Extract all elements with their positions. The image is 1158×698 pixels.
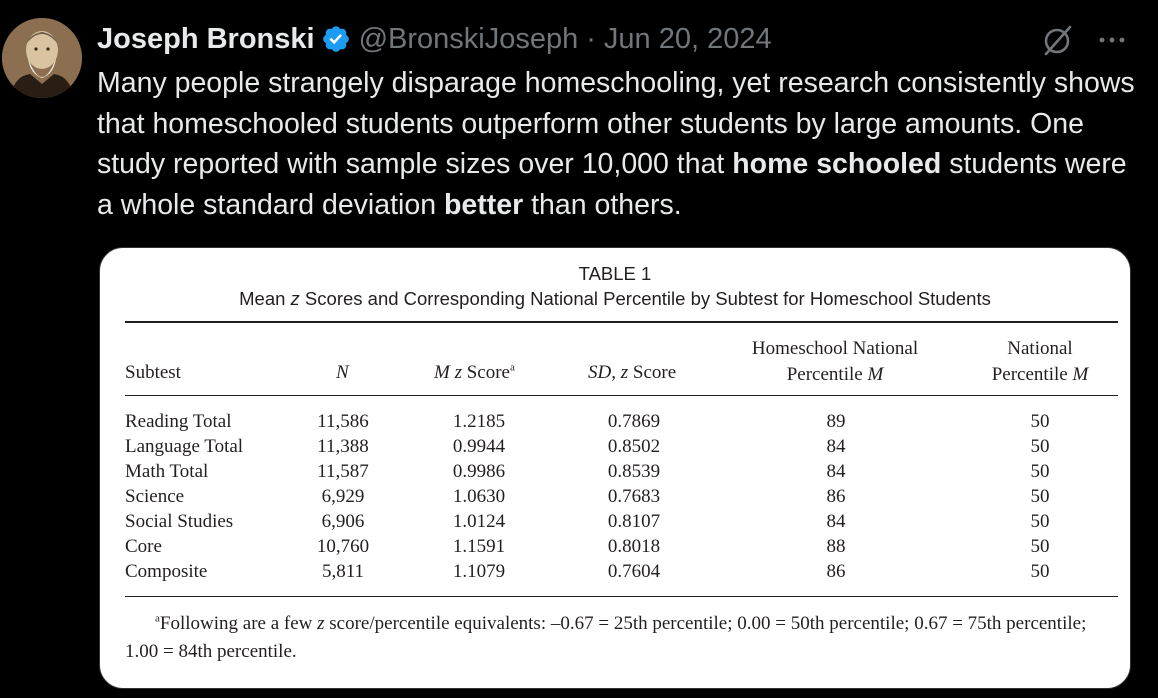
table-cell: 1.1079 bbox=[452, 561, 506, 582]
table-cell: Math Total bbox=[125, 461, 209, 482]
table-cell: 10,760 bbox=[316, 536, 370, 557]
table-cell: 11,586 bbox=[317, 411, 369, 432]
tweet-media-image[interactable] bbox=[99, 247, 1131, 689]
table-cell: 50 bbox=[1030, 511, 1050, 532]
table-cell: Core bbox=[125, 536, 162, 557]
table-cell: 84 bbox=[826, 511, 846, 532]
table-cell: 50 bbox=[1030, 436, 1050, 457]
table-cell: Social Studies bbox=[125, 511, 234, 532]
header-separator: · bbox=[586, 23, 596, 55]
table-cell: 1.0630 bbox=[452, 486, 506, 507]
column-n bbox=[288, 409, 398, 584]
tweet-text bbox=[97, 63, 1147, 225]
grok-icon[interactable] bbox=[1040, 22, 1076, 58]
header-national-percentile: National Percentile M bbox=[991, 338, 1089, 385]
avatar-portrait-icon bbox=[2, 18, 82, 98]
table-cell: 0.7869 bbox=[607, 411, 661, 432]
table-cell: 1.2185 bbox=[452, 411, 506, 432]
tweet-header bbox=[97, 22, 772, 56]
table-cell: 50 bbox=[1030, 536, 1050, 557]
table-cell: 5,811 bbox=[321, 561, 365, 582]
table-label: TABLE 1 bbox=[578, 263, 652, 284]
tweet-text-bold: home schooled bbox=[732, 148, 942, 180]
table-cell: 6,929 bbox=[321, 486, 365, 507]
column-national-percentile bbox=[985, 409, 1095, 584]
table-cell: 6,906 bbox=[321, 511, 365, 532]
header-mean-z: M z Score$^a$ bbox=[434, 361, 515, 383]
column-homeschool-percentile bbox=[781, 409, 891, 584]
table-cell: 0.7683 bbox=[607, 486, 661, 507]
author-name[interactable]: Joseph Bronski bbox=[97, 23, 315, 55]
table-cell: 89 bbox=[826, 411, 846, 432]
table-cell: 0.8018 bbox=[607, 536, 661, 557]
table-cell: 50 bbox=[1030, 411, 1050, 432]
tweet-text-part: students were a whole standard deviation bbox=[97, 148, 1127, 221]
header-n: N bbox=[336, 362, 349, 383]
header-sd-z: SD, z Score bbox=[588, 362, 677, 383]
table-top-rule bbox=[125, 321, 1118, 323]
table-header-rule bbox=[125, 395, 1118, 396]
table-cell: Reading Total bbox=[125, 411, 232, 432]
table-cell: 0.9944 bbox=[452, 436, 506, 457]
table-footnote: $^a$Following are a few z score/percentile equivalents: –0.67 = 25th percentile; 0.00 = 50th percentile; 0.67 = 75th percentile; 1.00 = 84th percentile. bbox=[125, 612, 1087, 662]
table-cell: 0.8502 bbox=[607, 436, 661, 457]
column-sd-z bbox=[579, 409, 689, 584]
verified-badge-icon[interactable] bbox=[321, 24, 351, 54]
column-subtest bbox=[125, 409, 285, 584]
table-cell: 50 bbox=[1030, 486, 1050, 507]
table-cell: Language Total bbox=[125, 436, 244, 457]
table-cell: 88 bbox=[826, 536, 846, 557]
table-cell: 1.1591 bbox=[452, 536, 506, 557]
table-cell: 1.0124 bbox=[452, 511, 506, 532]
table-cell: 0.9986 bbox=[452, 461, 506, 482]
table-bottom-rule bbox=[125, 596, 1118, 597]
table-cell: 50 bbox=[1030, 461, 1050, 482]
table-cell: 84 bbox=[826, 436, 846, 457]
tweet-text-bold: better bbox=[443, 188, 524, 221]
column-mean-z bbox=[424, 409, 534, 584]
table-cell: Composite bbox=[125, 561, 208, 582]
table-cell: 0.7604 bbox=[607, 561, 661, 582]
table-cell: 84 bbox=[826, 461, 846, 482]
table-title: Mean z Scores and Corresponding National Percentile by Subtest for Homeschool Students bbox=[239, 288, 991, 309]
table-cell: 11,587 bbox=[317, 461, 369, 482]
table-cell: 11,388 bbox=[317, 436, 369, 457]
author-avatar[interactable] bbox=[2, 18, 82, 98]
header-homeschool-percentile: Homeschool National Percentile M bbox=[751, 338, 919, 385]
table-cell: 0.8539 bbox=[607, 461, 661, 482]
table-cell: 50 bbox=[1030, 561, 1050, 582]
table-cell: 0.8107 bbox=[607, 511, 661, 532]
tweet-text-part: Many people strangely disparage homeschooling, yet research consistently shows that homeschooled students outperform other students by large amounts. One study reported with sample sizes over 10,000 that bbox=[97, 67, 1135, 180]
tweet-date[interactable]: Jun 20, 2024 bbox=[603, 23, 772, 55]
table-cell: Science bbox=[125, 486, 185, 507]
table-cell: 86 bbox=[826, 486, 846, 507]
header-subtest: Subtest bbox=[125, 362, 181, 383]
author-handle[interactable]: @BronskiJoseph bbox=[358, 23, 579, 55]
table-cell: 86 bbox=[826, 561, 846, 582]
tweet-text-part: than others. bbox=[523, 188, 682, 221]
more-options-icon[interactable] bbox=[1094, 24, 1130, 56]
